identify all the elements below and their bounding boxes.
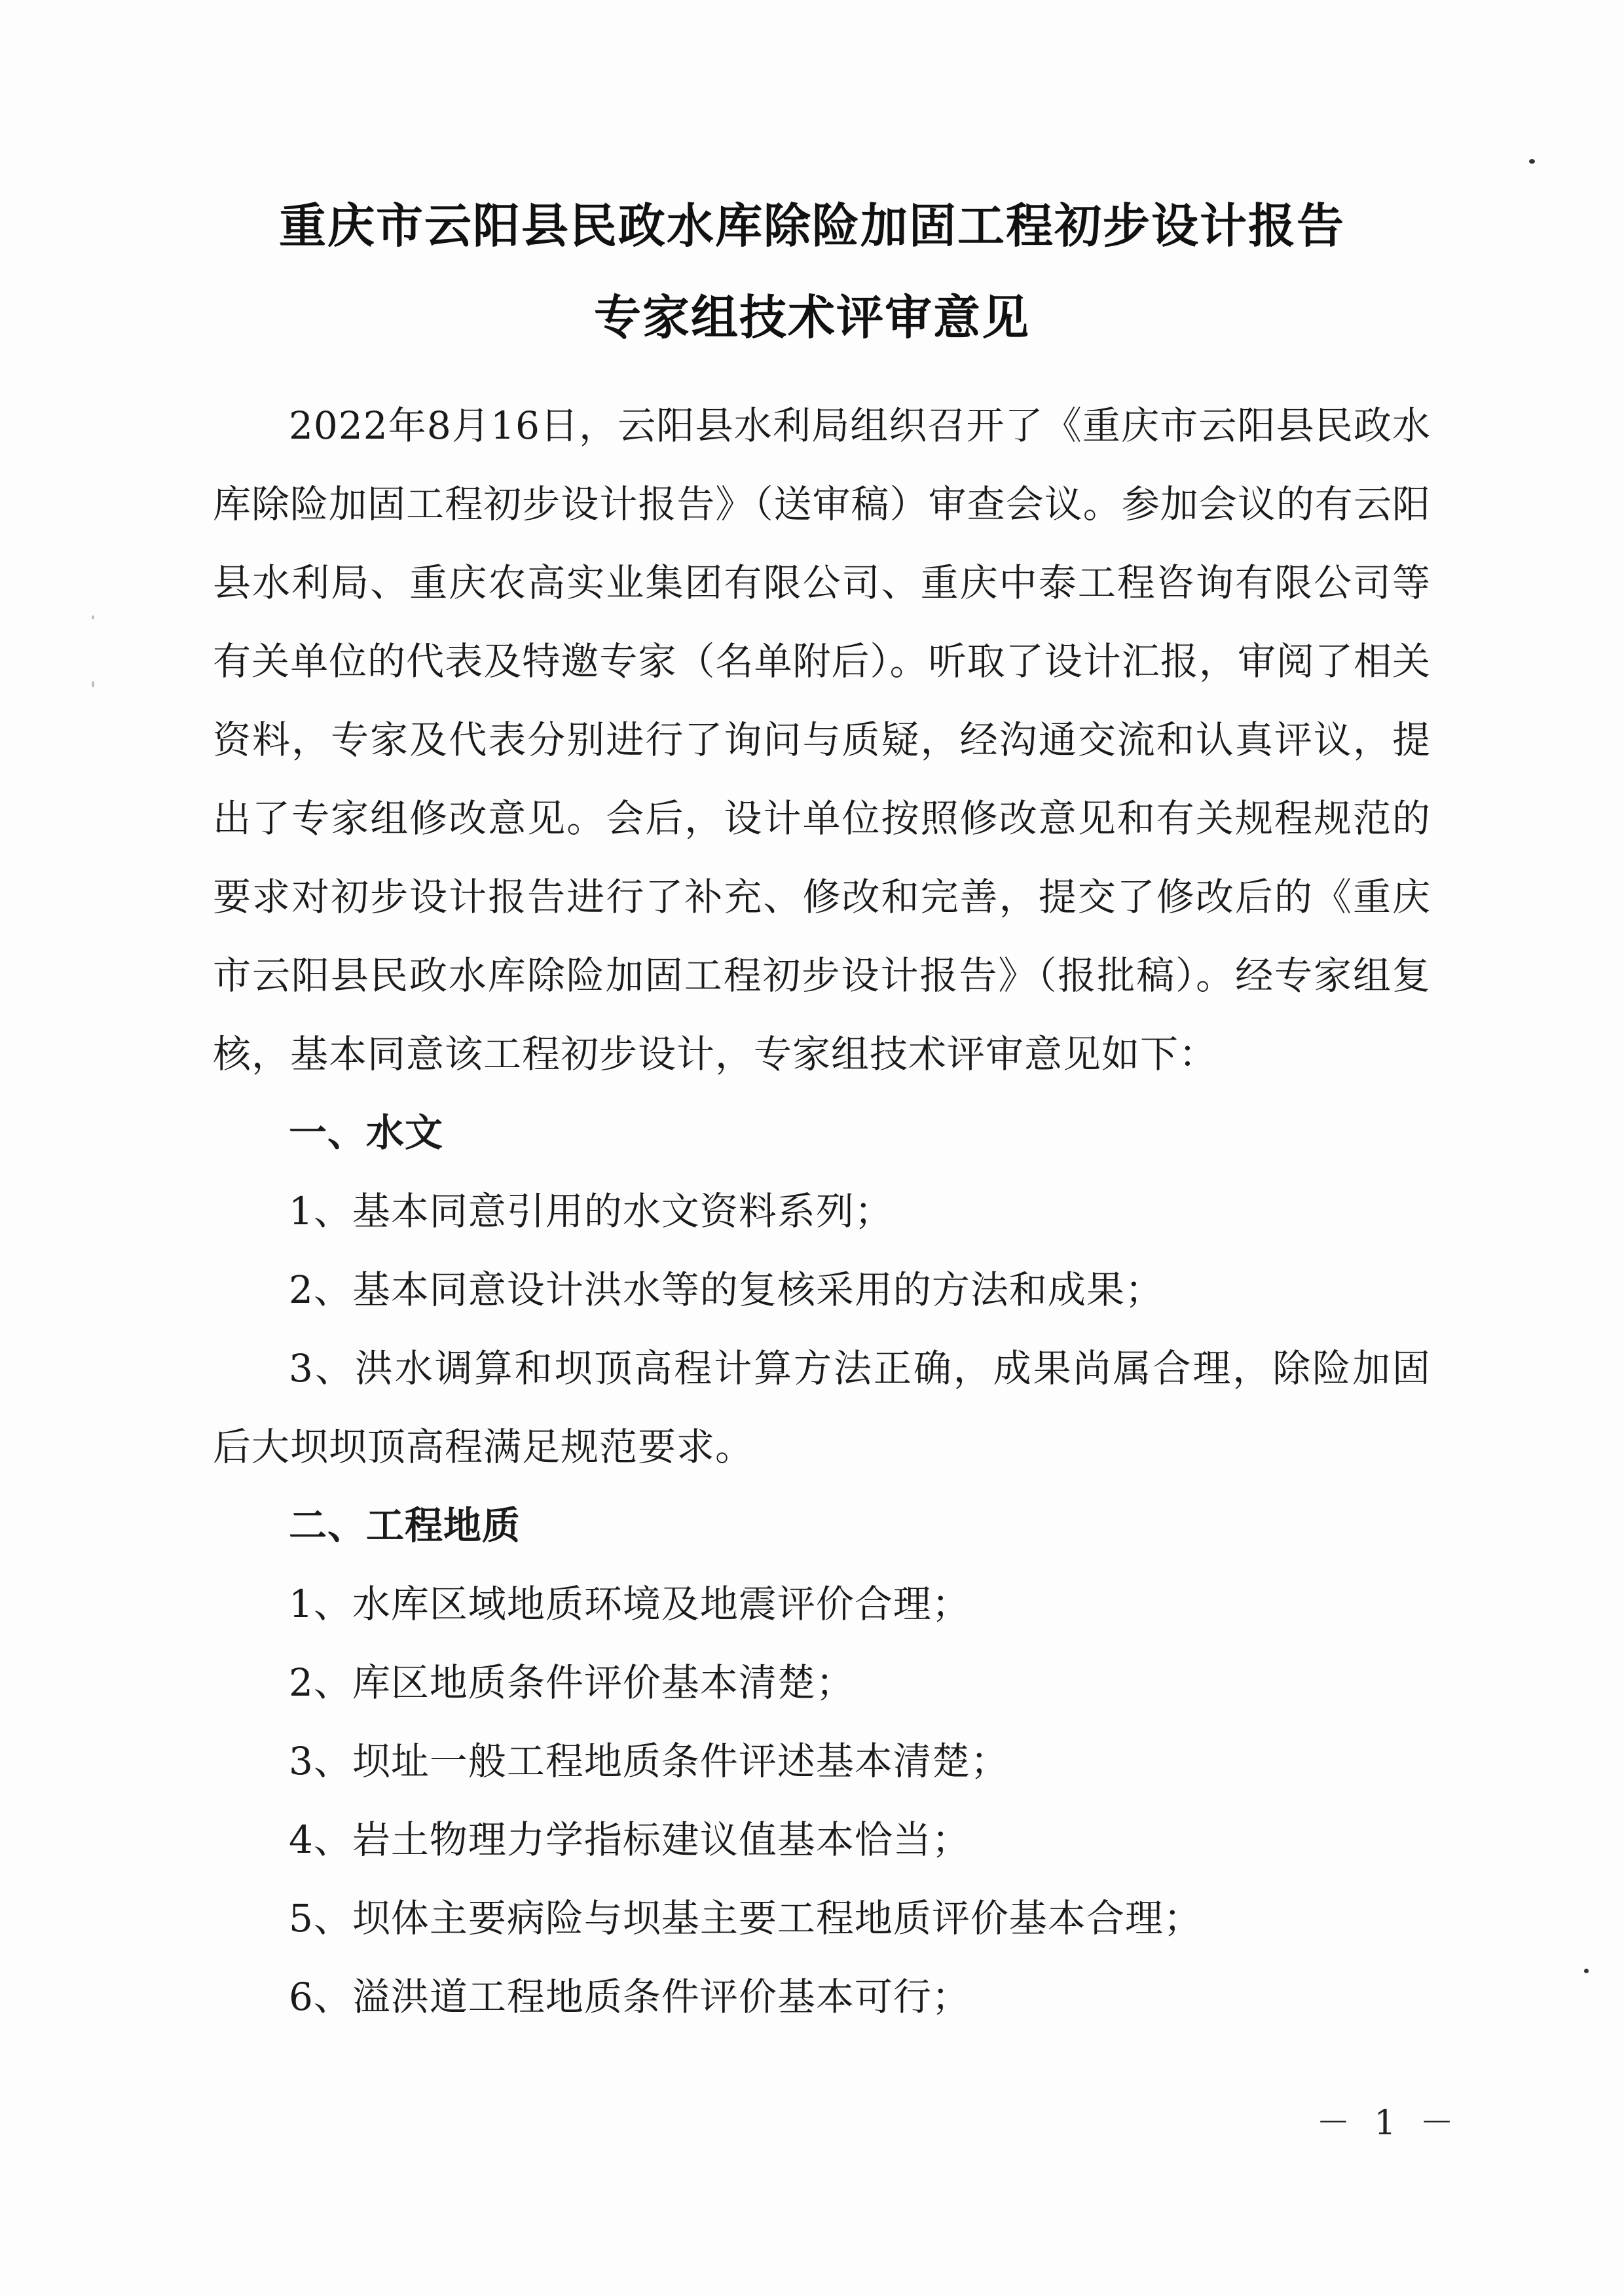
document-subtitle: 专家组技术评审意见 <box>593 290 1030 345</box>
list-item: 1、基本同意引用的水文资料系列； <box>289 1189 893 1233</box>
section-heading-hydrology: 一、水文 <box>289 1110 444 1155</box>
scan-speck <box>1584 1969 1589 1973</box>
list-item: 5、坝体主要病险与坝基主要工程地质评价基本合理； <box>289 1896 1202 1941</box>
scan-speck <box>92 615 94 619</box>
list-item: 4、岩土物理力学指标建议值基本恰当； <box>289 1817 970 1862</box>
list-item: 2、基本同意设计洪水等的复核采用的方法和成果； <box>289 1267 1164 1312</box>
scan-speck <box>1529 159 1535 164</box>
list-item: 6、溢洪道工程地质条件评价基本可行； <box>289 1975 970 2019</box>
intro-paragraph: 2022年8月16日，云阳县水利局组织召开了《重庆市云阳县民政水库除险加固工程初步设计报告》（送审稿）审查会议。参加会议的有云阳县水利局、重庆农高实业集团有限公司、重庆中泰工程咨询有限公司等有关单位的代表及特邀专家（名单附后）。听取了设计汇报，审阅了相关资料，专家及代表分别进行了询问与质疑，经沟通交流和认真评议，提出了专家组修改意见。会后，设计单位按照修改意见和有关规程规范的要求对初步设计报告进行了补充、修改和完善，提交了修改后的《重庆市云阳县民政水库除险加固工程初步设计报告》（报批稿）。经专家组复核，基本同意该工程初步设计，专家组技术评审意见如下： <box>213 403 1431 1076</box>
list-item: 3、洪水调算和坝顶高程计算方法正确，成果尚属合理，除险加固后大坝坝顶高程满足规范要求。 <box>213 1346 1431 1469</box>
page-number: － 1 － <box>1316 2104 1461 2143</box>
list-item: 1、水库区域地质环境及地震评价合理； <box>289 1582 970 1626</box>
list-item: 3、坝址一般工程地质条件评述基本清楚； <box>289 1739 1009 1783</box>
list-item: 2、库区地质条件评价基本清楚； <box>289 1660 855 1705</box>
document-title: 重庆市云阳县民政水库除险加固工程初步设计报告 <box>278 198 1345 253</box>
section-heading-geology: 二、工程地质 <box>289 1503 521 1548</box>
document-body <box>213 386 1431 2036</box>
scan-speck <box>92 681 94 687</box>
